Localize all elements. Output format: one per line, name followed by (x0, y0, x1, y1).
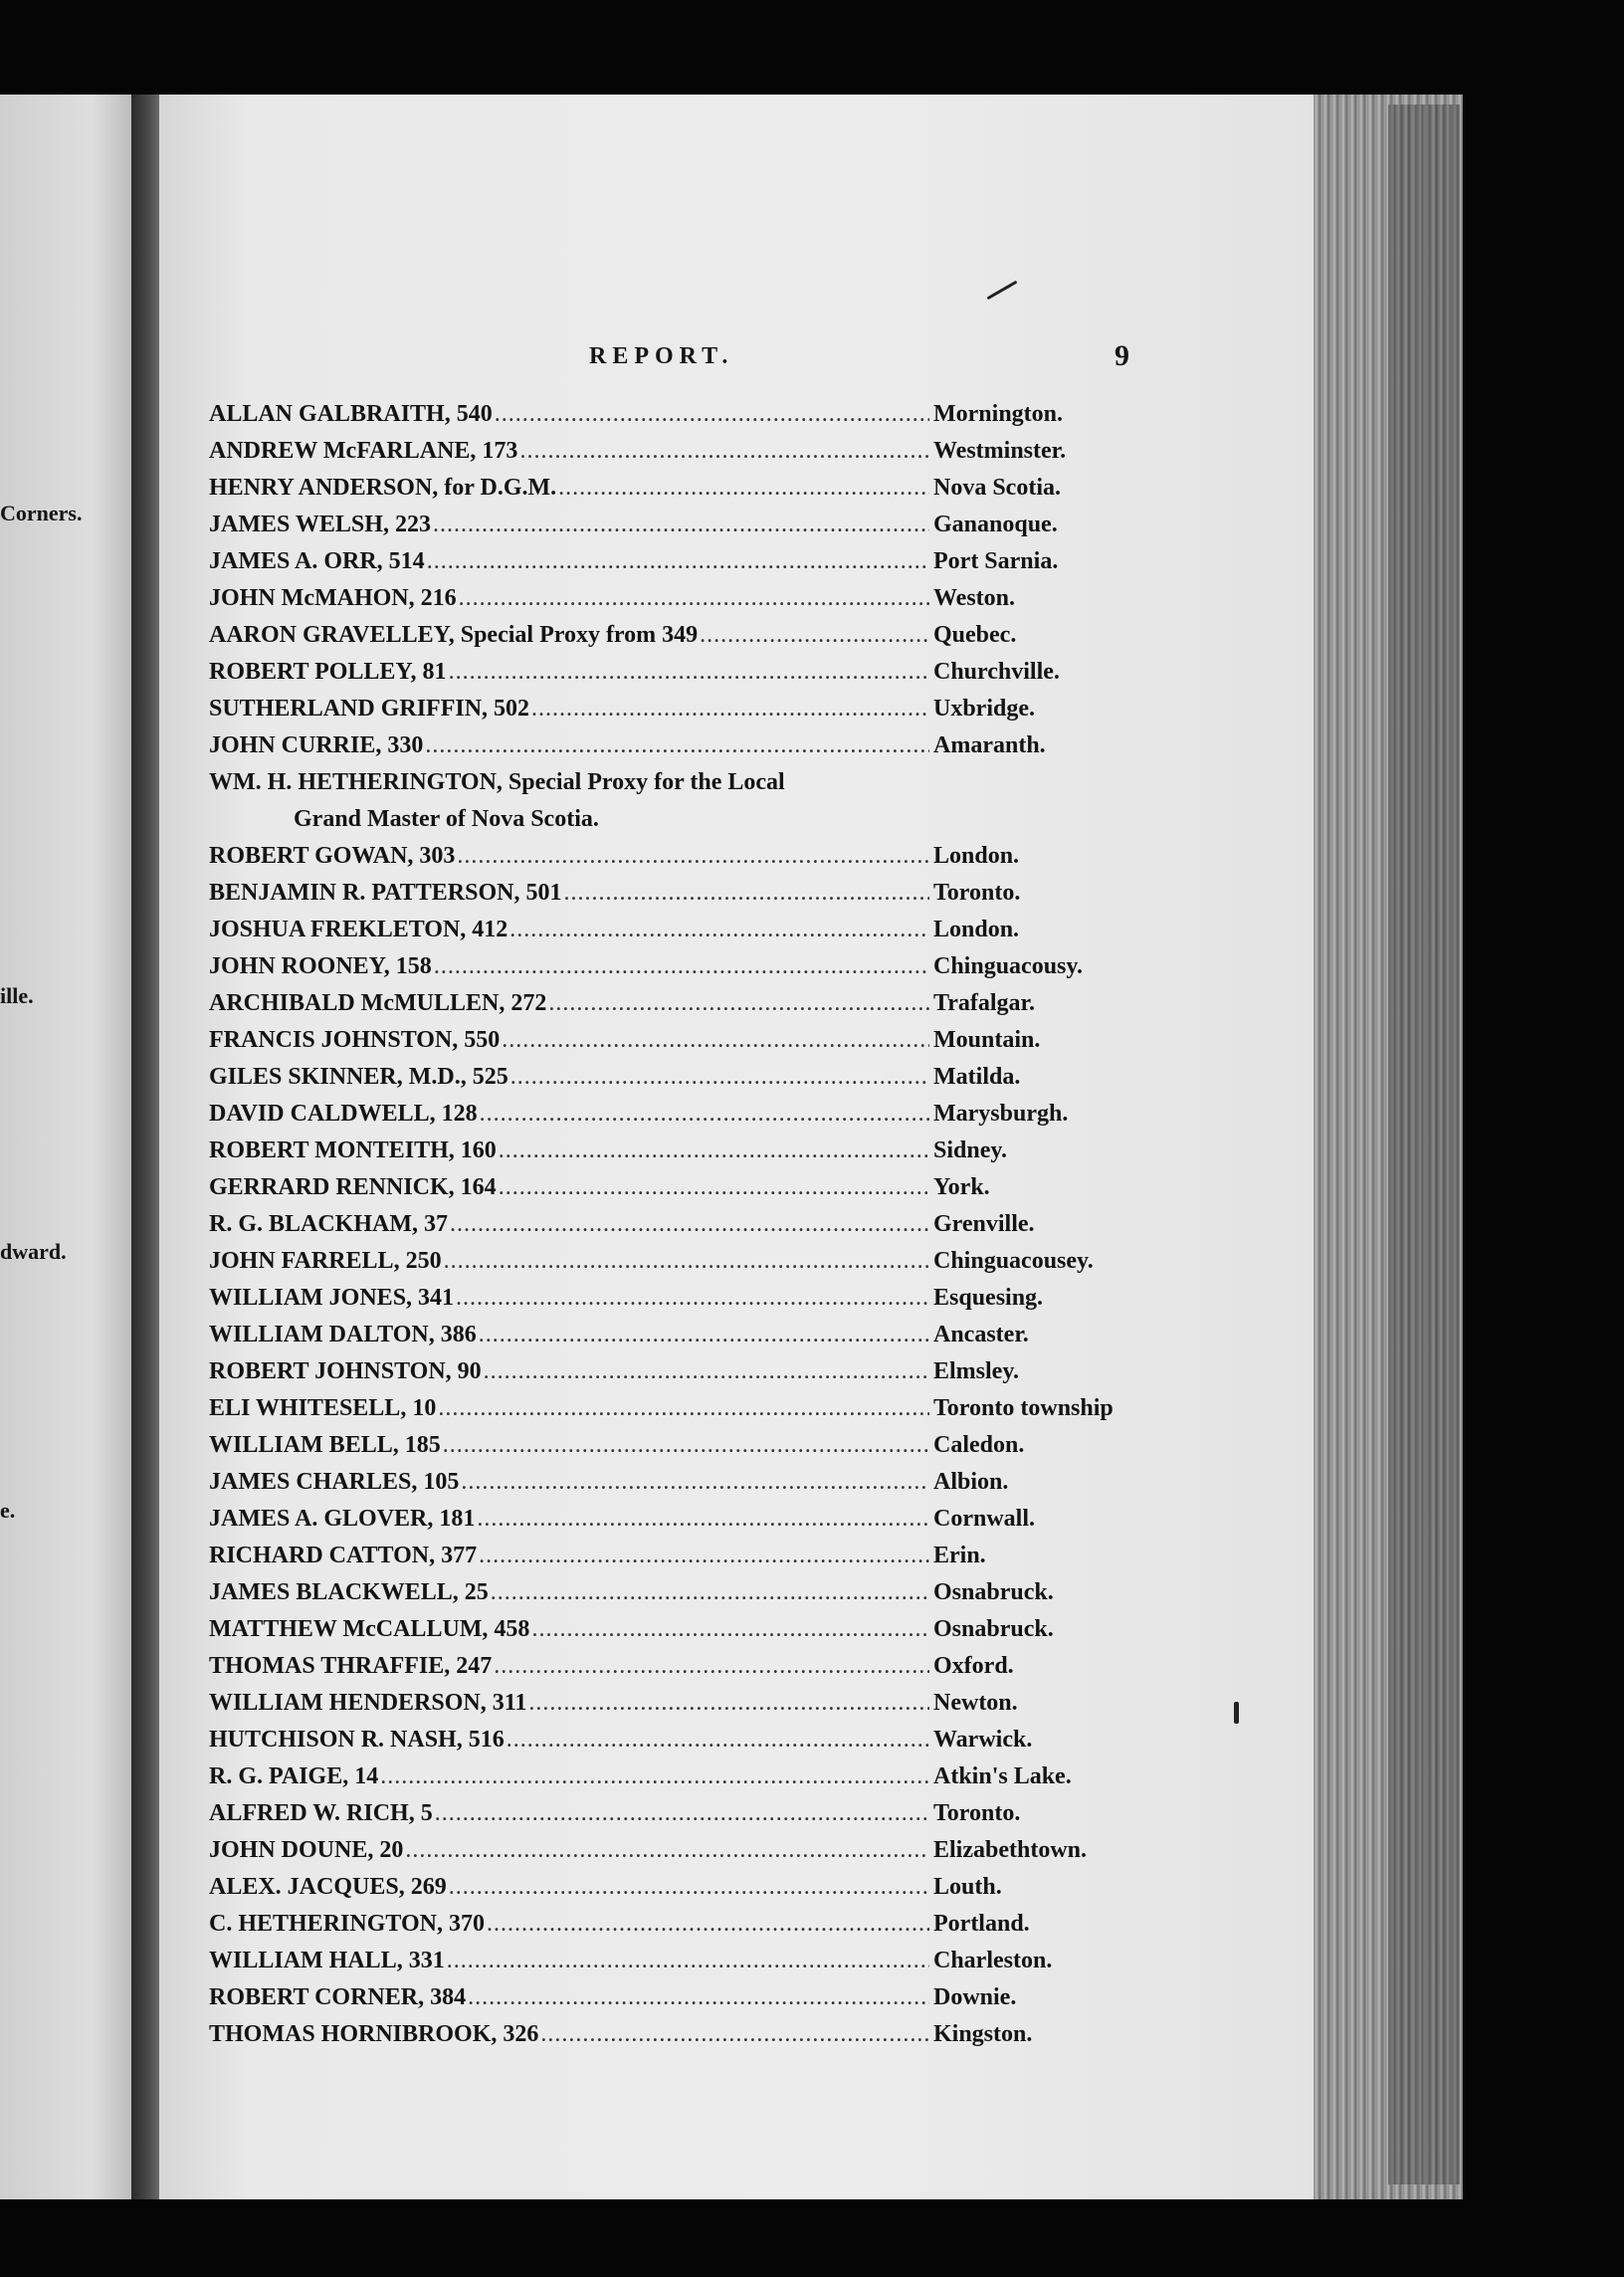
list-entry (209, 1022, 1304, 1059)
entry-row (209, 1759, 931, 1795)
entry-row (209, 691, 931, 727)
lodge-place: London. (933, 843, 1020, 869)
lodge-place: Downie. (933, 1984, 1017, 2010)
member-name: ROBERT JOHNSTON, 90 (209, 1358, 482, 1384)
member-name: JOHN DOUNE, 20 (209, 1837, 404, 1863)
lodge-place: Portland. (933, 1911, 1030, 1937)
list-entry (209, 433, 1304, 470)
member-name: WILLIAM BELL, 185 (209, 1432, 441, 1458)
entry-row (209, 1906, 931, 1943)
member-name: ELI WHITESELL, 10 (209, 1395, 437, 1421)
lodge-place: Elmsley. (933, 1358, 1020, 1384)
member-name: AARON GRAVELLEY, Special Proxy from 349 (209, 622, 699, 648)
lodge-place: Marysburgh. (933, 1101, 1069, 1127)
lodge-place: York. (933, 1174, 990, 1200)
dot-leader (380, 1759, 929, 1795)
member-name: FRANCIS JOHNSTON, 550 (209, 1027, 501, 1053)
lodge-place: Esquesing. (933, 1285, 1044, 1311)
dot-leader (548, 985, 929, 1022)
list-entry (209, 1317, 1304, 1353)
dot-leader (491, 1574, 929, 1611)
entry-row (209, 985, 931, 1022)
lodge-place: Mornington. (933, 401, 1064, 427)
dot-leader (444, 1243, 929, 1280)
facing-page-fragment: ille. (0, 983, 34, 1008)
dot-leader (477, 1501, 929, 1538)
lodge-place: Toronto. (933, 880, 1021, 906)
dot-leader (450, 1206, 929, 1243)
member-name: C. HETHERINGTON, 370 (209, 1911, 485, 1937)
member-name: GERRARD RENNICK, 164 (209, 1174, 497, 1200)
list-entry (209, 654, 1304, 691)
list-entry (209, 617, 1304, 654)
lodge-place: Elizabethtown. (933, 1837, 1088, 1863)
lodge-place: Warwick. (933, 1727, 1033, 1753)
dot-leader (558, 470, 929, 507)
entry-row (209, 507, 931, 543)
dot-leader (509, 912, 929, 948)
member-name: JOHN ROONEY, 158 (209, 953, 432, 979)
entry-row (209, 1685, 931, 1722)
member-name: R. G. BLACKHAM, 37 (209, 1211, 448, 1237)
dot-leader (519, 433, 929, 470)
entry-continuation: Grand Master of Nova Scotia. (294, 806, 599, 832)
list-entry (209, 396, 1304, 433)
list-entry (209, 1390, 1304, 1427)
dot-leader (480, 1096, 929, 1133)
dot-leader (461, 1464, 929, 1501)
member-name: THOMAS THRAFFIE, 247 (209, 1653, 493, 1679)
lodge-place: Matilda. (933, 1064, 1021, 1090)
entry-row (209, 1611, 931, 1648)
entry-row (209, 1243, 931, 1280)
member-name: BENJAMIN R. PATTERSON, 501 (209, 880, 562, 906)
facing-page-fragment: dward. (0, 1239, 67, 1264)
entry-row (209, 1832, 931, 1869)
member-name: RICHARD CATTON, 377 (209, 1543, 478, 1568)
pen-mark (1234, 1702, 1239, 1724)
lodge-place: Charleston. (933, 1948, 1053, 1973)
dot-leader (427, 543, 929, 580)
entry-row (209, 1390, 931, 1427)
list-entry (209, 1648, 1304, 1685)
lodge-place: Albion. (933, 1469, 1009, 1495)
member-name: JOSHUA FREKLETON, 412 (209, 917, 508, 942)
entry-row (209, 838, 931, 875)
member-name: SUTHERLAND GRIFFIN, 502 (209, 696, 530, 722)
entry-row (209, 617, 931, 654)
list-entry (209, 1685, 1304, 1722)
entry-row (209, 1464, 931, 1501)
entry-row (209, 1022, 931, 1059)
dot-leader (531, 691, 929, 727)
attendance-list (209, 396, 1304, 2053)
list-entry (209, 543, 1304, 580)
list-entry (209, 580, 1304, 617)
list-entry (209, 948, 1304, 985)
list-entry (209, 1869, 1304, 1906)
lodge-place: Newton. (933, 1690, 1018, 1716)
list-entry (209, 1722, 1304, 1759)
entry-row (209, 1722, 931, 1759)
member-name: WILLIAM HALL, 331 (209, 1948, 445, 1973)
entry-row (209, 543, 931, 580)
list-entry (209, 1280, 1304, 1317)
entry-row (209, 396, 931, 433)
list-entry (209, 1795, 1304, 1832)
dot-leader (528, 1685, 929, 1722)
facing-page (0, 95, 131, 2199)
lodge-place: Toronto. (933, 1800, 1021, 1826)
list-entry (209, 470, 1304, 507)
member-name: HENRY ANDERSON, for D.G.M. (209, 475, 557, 501)
page-number: 9 (1115, 339, 1129, 372)
dot-leader (456, 1280, 929, 1317)
page-edges-shadow (1388, 104, 1460, 2184)
book-gutter (131, 95, 159, 2199)
list-entry (209, 764, 1304, 801)
dot-leader (449, 654, 929, 691)
lodge-place: Uxbridge. (933, 696, 1035, 722)
facing-page-fragment: Corners. (0, 501, 83, 525)
dot-leader (433, 507, 929, 543)
list-entry (209, 1427, 1304, 1464)
facing-page-fragment: e. (0, 1498, 16, 1523)
list-entry (209, 1538, 1304, 1574)
list-entry (209, 1979, 1304, 2016)
list-entry (209, 1464, 1304, 1501)
list-entry (209, 1353, 1304, 1390)
dot-leader (443, 1427, 929, 1464)
entry-row (209, 1979, 931, 2016)
member-name: ANDREW McFARLANE, 173 (209, 438, 518, 464)
member-name: WILLIAM JONES, 341 (209, 1285, 455, 1311)
dot-leader (507, 1722, 929, 1759)
member-name: ROBERT POLLEY, 81 (209, 659, 447, 685)
dot-leader (494, 1648, 929, 1685)
dot-leader (510, 1059, 929, 1096)
entry-row (209, 1574, 931, 1611)
entry-row (209, 1795, 931, 1832)
lodge-place: Ancaster. (933, 1322, 1029, 1347)
member-name: ALFRED W. RICH, 5 (209, 1800, 433, 1826)
entry-row (209, 1059, 931, 1096)
dot-leader (434, 948, 929, 985)
member-name: WILLIAM HENDERSON, 311 (209, 1690, 527, 1716)
entry-row (209, 875, 931, 912)
member-name: DAVID CALDWELL, 128 (209, 1101, 478, 1127)
dot-leader (479, 1538, 929, 1574)
dot-leader (531, 1611, 929, 1648)
member-name: ROBERT GOWAN, 303 (209, 843, 456, 869)
entry-row (209, 654, 931, 691)
lodge-place: Caledon. (933, 1432, 1025, 1458)
entry-row (209, 1096, 931, 1133)
dot-leader (457, 838, 929, 875)
dot-leader (425, 727, 929, 764)
entry-row (209, 1280, 931, 1317)
lodge-place: Chinguacousy. (933, 953, 1084, 979)
list-entry (209, 691, 1304, 727)
dot-leader (499, 1169, 929, 1206)
list-entry (209, 1206, 1304, 1243)
member-name: ROBERT CORNER, 384 (209, 1984, 467, 2010)
lodge-place: Port Sarnia. (933, 548, 1059, 574)
entry-row (209, 580, 931, 617)
lodge-place: Sidney. (933, 1138, 1008, 1163)
dot-leader (484, 1353, 929, 1390)
list-entry (209, 985, 1304, 1022)
member-name: GILES SKINNER, M.D., 525 (209, 1064, 508, 1090)
entry-row (209, 1317, 931, 1353)
entry-row (209, 727, 931, 764)
pen-mark (987, 281, 1018, 301)
lodge-place: Grenville. (933, 1211, 1035, 1237)
lodge-place: Chinguacousey. (933, 1248, 1094, 1274)
member-name: ALLAN GALBRAITH, 540 (209, 401, 493, 427)
lodge-place: Churchville. (933, 659, 1060, 685)
lodge-place: Amaranth. (933, 732, 1046, 758)
lodge-place: London. (933, 917, 1020, 942)
member-name: JAMES A. ORR, 514 (209, 548, 425, 574)
dot-leader (700, 617, 929, 654)
list-entry (209, 912, 1304, 948)
dot-leader (499, 1133, 929, 1169)
dot-leader (563, 875, 929, 912)
dot-leader (495, 396, 929, 433)
entry-row (209, 764, 1095, 801)
entry-row (209, 1648, 931, 1685)
member-name: JAMES CHARLES, 105 (209, 1469, 460, 1495)
member-name: MATTHEW McCALLUM, 458 (209, 1616, 530, 1642)
list-entry (209, 2016, 1304, 2053)
entry-row (209, 1427, 931, 1464)
lodge-place: Erin. (933, 1543, 986, 1568)
entry-row (209, 1869, 931, 1906)
dot-leader (540, 2016, 929, 2053)
entry-row (209, 1943, 931, 1979)
list-entry (209, 1169, 1304, 1206)
list-entry (209, 1906, 1304, 1943)
entry-row (209, 948, 931, 985)
member-name: JOHN McMAHON, 216 (209, 585, 457, 611)
member-name: THOMAS HORNIBROOK, 326 (209, 2021, 539, 2047)
lodge-place: Weston. (933, 585, 1016, 611)
list-entry (209, 1133, 1304, 1169)
list-entry (209, 1611, 1304, 1648)
list-entry (209, 1501, 1304, 1538)
member-name: JOHN FARRELL, 250 (209, 1248, 442, 1274)
lodge-place: Atkin's Lake. (933, 1763, 1072, 1789)
dot-leader (449, 1869, 929, 1906)
list-entry (209, 1096, 1304, 1133)
dot-leader (468, 1979, 929, 2016)
list-entry (209, 727, 1304, 764)
list-entry (209, 1243, 1304, 1280)
entry-row (209, 1169, 931, 1206)
entry-row (209, 2016, 931, 2053)
entry-row (209, 470, 931, 507)
member-name: JOHN CURRIE, 330 (209, 732, 424, 758)
lodge-place: Oxford. (933, 1653, 1014, 1679)
dot-leader (487, 1906, 929, 1943)
lodge-place: Toronto township (933, 1395, 1114, 1421)
dot-leader (502, 1022, 929, 1059)
lodge-place: Kingston. (933, 2021, 1033, 2047)
lodge-place: Gananoque. (933, 512, 1058, 537)
list-entry (209, 1574, 1304, 1611)
lodge-place: Nova Scotia. (933, 475, 1061, 501)
member-name: JAMES BLACKWELL, 25 (209, 1579, 489, 1605)
entry-row (209, 1538, 931, 1574)
page-header (159, 339, 1314, 383)
lodge-place: Osnabruck. (933, 1616, 1054, 1642)
member-name: ARCHIBALD McMULLEN, 272 (209, 990, 547, 1016)
member-name: R. G. PAIGE, 14 (209, 1763, 379, 1789)
dot-leader (405, 1832, 929, 1869)
member-name: ROBERT MONTEITH, 160 (209, 1138, 497, 1163)
entry-row (209, 1206, 931, 1243)
member-name: JAMES A. GLOVER, 181 (209, 1506, 476, 1532)
running-title: REPORT. (589, 343, 734, 369)
member-name: WM. H. HETHERINGTON, Special Proxy for the Local (209, 769, 785, 795)
member-name: ALEX. JACQUES, 269 (209, 1874, 447, 1900)
list-entry (209, 838, 1304, 875)
lodge-place: Trafalgar. (933, 990, 1035, 1016)
list-entry (209, 1943, 1304, 1979)
lodge-place: Quebec. (933, 622, 1017, 648)
list-entry (209, 507, 1304, 543)
dot-leader (479, 1317, 929, 1353)
lodge-place: Cornwall. (933, 1506, 1035, 1532)
dot-leader (435, 1795, 929, 1832)
entry-row (209, 1133, 931, 1169)
dot-leader (447, 1943, 929, 1979)
entry-row (209, 1501, 931, 1538)
dot-leader (438, 1390, 929, 1427)
lodge-place: Louth. (933, 1874, 1002, 1900)
lodge-place: Osnabruck. (933, 1579, 1054, 1605)
lodge-place: Westminster. (933, 438, 1067, 464)
entry-row (209, 433, 931, 470)
member-name: JAMES WELSH, 223 (209, 512, 431, 537)
dot-leader (459, 580, 929, 617)
list-entry (209, 1059, 1304, 1096)
member-name: WILLIAM DALTON, 386 (209, 1322, 477, 1347)
list-entry (209, 1759, 1304, 1795)
list-entry (209, 875, 1304, 912)
report-page (159, 95, 1314, 2199)
lodge-place: Mountain. (933, 1027, 1041, 1053)
entry-row (209, 912, 931, 948)
entry-row (209, 1353, 931, 1390)
member-name: HUTCHISON R. NASH, 516 (209, 1727, 505, 1753)
list-entry (209, 1832, 1304, 1869)
